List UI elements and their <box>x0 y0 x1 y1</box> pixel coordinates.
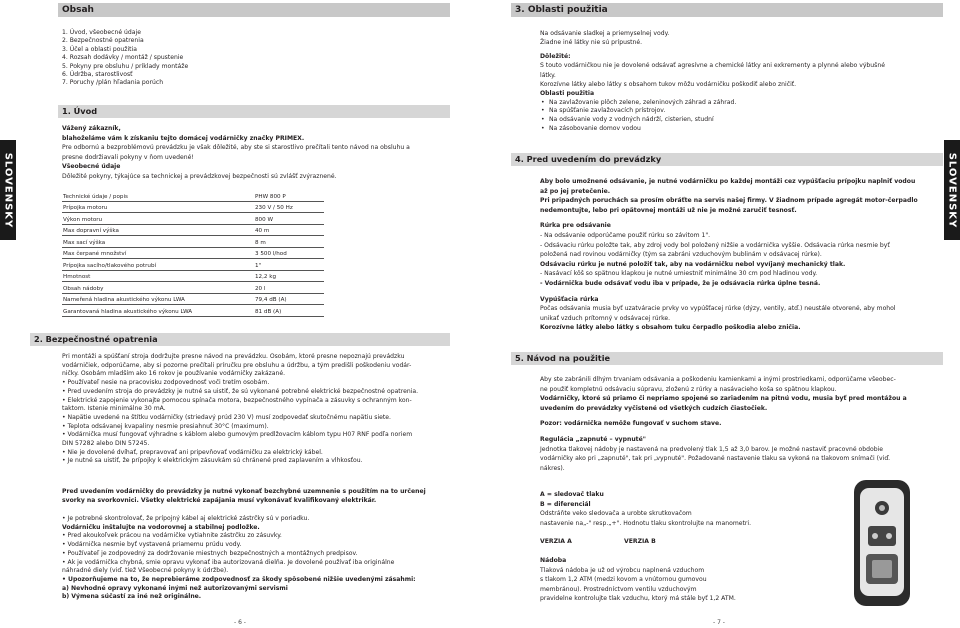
safety-2-line: Vodárničku inštalujte na vodorovnej a stabilnej podložke. <box>62 523 260 531</box>
safety-2-line: • Pred akoukoľvek prácou na vodárničke vytiahnite zástrčku zo zásuvky. <box>62 532 282 540</box>
spec-label: Obsah nádoby <box>62 282 254 294</box>
suction-line-6: - Vodárnička bude odsávať vodu iba v prípade, že je odsávacia rúrka úplne tesná. <box>540 279 821 287</box>
safety-line: • Napätie uvedené na štítku vodárničky (striedavý prúd 230 V) musí zodpovedať skutočnému napätiu siete. <box>62 413 391 421</box>
safety-line: • Používateľ nesie na pracovisku zodpovednosť voči tretím osobám. <box>62 379 270 387</box>
dry-run-warning: Pozor: vodárnička nemôže fungovať v suchom stave. <box>540 420 722 428</box>
toc-item: 5. Pokyny pre obsluhu / príklady montáže <box>62 62 189 70</box>
safety-line: • Teplota odsávanej kvapaliny nesmie presiahnuť 30°C (maximum). <box>62 422 269 430</box>
safety-2-line: náhradné diely (viď. tiež Všeobecné pokyny k údržbe). <box>62 567 229 575</box>
safety-line: • Nie je dovolené dvíhať, prepravovať ani pripevňovať vodárničku za elektrický kábel. <box>62 448 323 456</box>
discharge-line-1: Počas odsávania musia byť uzatváracie prvky vo vypúšťacej rúrke (dýzy, ventily, atď.) neustále otvorené, aby mohol <box>540 305 896 313</box>
suction-line-2: - Odsávaciu rúrku položte tak, aby zdroj vody bol položený nižšie a vodárnička vyššie. Odsávacia rúrka nesmie byť <box>540 241 890 249</box>
safety-2-line: • Ak je vodárnička chybná, smie opravu vykonať iba autorizovaná dielňa. Je dovolené používať iba originálne <box>62 558 395 566</box>
spec-value: 40 m <box>254 224 324 236</box>
page-number-left: - 6 - <box>234 619 246 626</box>
safety-line: vodárničiek, odporúčame, aby si pozorne prečítali príručku pre obsluhu a údržbu, a tým predišli poškodeniu vodár- <box>62 361 412 369</box>
spec-row <box>62 270 324 282</box>
s5-line-1: Aby ste zabránili dlhým trvaniam odsávania a poškodeniu kamienkami a inými prostriedkami, odporúčame všeobec- <box>540 376 896 383</box>
general-info-text: Dôležité pokyny, týkajúce sa technickej a prevádzkovej bezpečnosti sú zvlášť zvýraznené. <box>62 172 337 180</box>
spec-table <box>62 190 324 317</box>
regulation-line-2: vodárničky ako pri „zapnuté", tak pri „vypnuté". Požadované nastavenie tlaku sa vykoná na tlakovom snímači (viď. <box>540 455 891 463</box>
suction-pipe-title: Rúrka pre odsávanie <box>540 222 611 230</box>
spec-row <box>62 213 324 225</box>
s4-line-3: Pri pripadných poruchách sa prosím obráťte na servis našej firmy. V žiadnom prípade agregát motor-čerpadlo <box>540 197 918 205</box>
grounding-line-1: Pred uvedením vodárničky do prevádzky je nutné vykonať bezchybné uzemnenie s použitím na to určenej <box>62 488 426 495</box>
tank-block <box>540 556 800 604</box>
spec-row <box>62 282 324 294</box>
intro-line-1: Pre odbornú a bezproblémovú prevádzku je však dôležité, aby ste si starostlivo prečítali tento návod na obsluhu a <box>62 144 410 152</box>
tank-title: Nádoba <box>540 557 567 564</box>
spec-table-wrapper <box>62 190 324 317</box>
area-item: • Na spúšťanie zavlažovacích prístrojov. <box>540 107 940 116</box>
s4-line-2: až po jej pretečenie. <box>540 187 611 195</box>
section-3-header: 3. Oblasti použitia <box>511 3 943 17</box>
safety-bullets <box>62 353 450 466</box>
suction-line-4: Odsávaciu rúrku je nutné položiť tak, aby na vodárničku nebol vyvíjaný mechanický tlak. <box>540 260 846 268</box>
pressure-switch-legend <box>540 490 752 528</box>
spec-row <box>62 305 324 317</box>
spec-label: Hmotnost <box>62 270 254 282</box>
areas-title: Oblasti použitia <box>540 90 595 98</box>
important-line-3: Korozívne látky alebo látky s obsahom tukov môžu vodárničku poškodiť alebo zničiť. <box>540 81 797 89</box>
spec-value: 8 m <box>254 236 324 248</box>
language-side-tab-left <box>0 140 16 240</box>
spec-label: Výkon motoru <box>62 213 254 225</box>
s5-line-3: Vodárničky, ktoré sú priamo či nepriamo spojené so zariadením na pitnú vodu, musia byť pred montážou a <box>540 395 907 403</box>
discharge-pipe-title: Vypúšťacia rúrka <box>540 295 599 303</box>
toc-item: 1. Úvod, všeobecné údaje <box>62 29 141 36</box>
tank-line-3: membránou). Prostredníctvom ventilu vzduchovým <box>540 585 697 593</box>
tank-line-2: s tlakom 1,2 ATM (medzi kovom a vnútornou gumovou <box>540 576 707 584</box>
safety-2-line: • Upozorňujeme na to, že neprebieráme zodpovednosť za škody spôsobené nižšie uvedenými zásahmi: <box>62 575 416 583</box>
grounding-warning <box>62 487 450 505</box>
discharge-line-2: unikať vzduch prítomný v odsávacej rúrke. <box>540 314 671 322</box>
spec-label: Technické údaje / popis <box>62 190 254 201</box>
language-side-tab-right <box>944 140 960 240</box>
spec-label: Prípojka motoru <box>62 201 254 213</box>
spec-row <box>62 247 324 259</box>
s5-line-4: uvedením do prevádzky vyčistené od všetkých cudzích čiastočiek. <box>540 404 768 412</box>
spec-row <box>62 190 324 201</box>
safety-line: • Je nutné sa uistiť, že prípojky k elektrickým zásuvkám sú chránené pred zaplavením a vlhkosťou. <box>62 457 363 465</box>
toc-item: 7. Poruchy /plán hľadania porúch <box>62 79 164 87</box>
section-4-header: 4. Pred uvedením do prevádzky <box>511 153 943 166</box>
s5-line-2: ne použiť kompletnú odsávaciu súpravu, zloženú z rúrky a nasávacieho koša so spätnou klapkou. <box>540 385 837 393</box>
suction-line-1: - Na odsávanie odporúčame použiť rúrku so závitom 1". <box>540 231 711 239</box>
area-item: • Na zavlažovanie plôch zelene, zeleninových záhrad a záhrad. <box>540 99 940 108</box>
discharge-line-3: Korozívne látky alebo látky s obsahom tuku čerpadlo poškodia alebo zničia. <box>540 324 801 332</box>
side-tab-label: SLOVENSKY <box>2 152 14 228</box>
tank-line-4: pravidelne kontrolujte tlak vzduchu, ktorý má stále byť 1,2 ATM. <box>540 595 736 603</box>
toc-item: 4. Rozsah dodávky / montáž / spustenie <box>62 54 184 62</box>
s4-line-4: nedemontujte, lebo pri opätovnej montáži už nie je možné zaručiť tesnosť. <box>540 206 797 214</box>
spec-value: 12,2 kg <box>254 270 324 282</box>
spec-value: 3 500 l/hod <box>254 247 324 259</box>
general-info-title: Všeobecné údaje <box>62 163 121 171</box>
table-of-contents <box>62 29 442 88</box>
spec-label: Nameřená hladina akustického výkonu LWA <box>62 293 254 305</box>
important-line-2: látky. <box>540 71 556 79</box>
safety-line: • Vodárnička musí fungovať výhradne s káblom alebo gumovým predlžovacím káblom typu H07 RNF podľa noriem <box>62 431 413 439</box>
safety-2-line: • Je potrebné skontrolovať, že prípojný kábel aj elektrické zástrčky sú v poriadku. <box>62 515 310 522</box>
version-b-label: VERZIA B <box>624 538 656 545</box>
page-number-right: - 7 - <box>713 619 725 626</box>
spec-value: 1" <box>254 259 324 271</box>
greeting-line-2: blahoželáme vám k získaniu tejto domácej vodárničky značky PRIMEX. <box>62 134 305 142</box>
safety-line: taktom. Istenie minimálne 30 mA. <box>62 405 166 413</box>
tank-line-1: Tlaková nádoba je už od výrobcu naplnená vzduchom <box>540 566 705 574</box>
pressure-switch-icon <box>848 478 916 608</box>
usage-line-2: Žiadne iné látky nie sú prípustné. <box>540 39 643 47</box>
spec-value: PHW 800 P <box>254 190 324 201</box>
toc-item: 2. Bezpečnostné opatrenia <box>62 37 144 45</box>
spec-value: 79,4 dB (A) <box>254 293 324 305</box>
spec-label: Max dopravní výška <box>62 224 254 236</box>
toc-item: 6. Údržba, starostlivosť <box>62 71 133 79</box>
intro-line-2: presne dodržiavali pokyny v ňom uvedené! <box>62 153 194 161</box>
spec-label: Max čerpané množství <box>62 247 254 259</box>
regulation-line-3: nákres). <box>540 464 565 472</box>
adjust-line-1: Odstráňte veko sledovača a urobte skrutkovačom <box>540 510 692 518</box>
safety-line: ničky. Osobám mladším ako 16 rokov je používanie vodárničky zakázané. <box>62 370 286 378</box>
section-1-header: 1. Úvod <box>58 105 450 118</box>
area-item: • Na odsávanie vody z vodných nádrží, cisterien, studní <box>540 116 940 125</box>
adjust-line-2: nastavenie na„-" resp.„+". Hodnotu tlaku skontrolujte na manometri. <box>540 519 752 527</box>
safety-line: DIN 57282 alebo DIN 57245. <box>62 440 150 448</box>
spec-label: Max sací výška <box>62 236 254 248</box>
suction-line-5: - Nasávací kôš so spätnou klapkou je nutné umiestniť minimálne 30 cm pod hladinou vody. <box>540 270 818 278</box>
label-b: B = diferenciál <box>540 500 591 508</box>
safety-line: • Elektrické zapojenie vykonajte pomocou spínača motora, bezpečnostného vypínača a zásuvky s ochranným kon- <box>62 396 412 404</box>
spec-value: 230 V / 50 Hz <box>254 201 324 213</box>
spec-value: 20 l <box>254 282 324 294</box>
safety-2-line: • Používateľ je zodpovedný za dodržovanie miestnych bezpečnostných a montážnych predpisov. <box>62 549 358 557</box>
side-tab-label: SLOVENSKY <box>946 152 958 228</box>
spec-row <box>62 259 324 271</box>
spec-label: Garantovaná hladina akustického výkonu LWA <box>62 305 254 317</box>
greeting-line-1: Vážený zákazník, <box>62 125 121 132</box>
toc-item: 3. Účel a oblasti použitia <box>62 45 137 53</box>
version-a-label: VERZIA A <box>540 538 572 545</box>
spec-row <box>62 224 324 236</box>
usage-block <box>540 29 940 133</box>
safety-2-line: • Vodárnička nesmie byť vystavená priamemu prúdu vody. <box>62 541 242 549</box>
regulation-line-1: Jednotka tlakovej nádoby je nastavená na predvolený tlak 1,5 až 3,0 barov. Je možné nastaviť pracovné obdobie <box>540 445 884 453</box>
grounding-line-2: svorky na svorkovnici. Všetky elektrické zapájania musí vykonávať kvalifikovaný elektrikár. <box>62 497 377 504</box>
spec-value: 81 dB (A) <box>254 305 324 317</box>
spec-label: Prípojka sacího/tlakového potrubí <box>62 259 254 271</box>
suction-line-3: položená nad rovinou vodárničky (tým sa zabráni vzduchovým bublinám v odsávacej rúrke). <box>540 251 822 259</box>
regulation-title: Regulácia „zapnuté – vypnuté" <box>540 435 646 443</box>
label-a: A = sledovač tlaku <box>540 491 604 498</box>
usage-line-1: Na odsávanie sladkej a priemyselnej vody. <box>540 30 670 37</box>
section-4-body <box>540 177 940 333</box>
spec-row <box>62 236 324 248</box>
section-5-body <box>540 375 940 473</box>
intro-block <box>62 124 448 182</box>
safety-bullets-2 <box>62 515 450 602</box>
area-item: • Na zásobovanie domov vodou <box>540 125 940 134</box>
spec-row <box>62 201 324 213</box>
important-line-1: S touto vodárničkou nie je dovolené odsávať agresívne a chemické látky ani exkrementy a plynné alebo výbušné <box>540 62 885 70</box>
pressure-switch-illustration <box>848 478 916 608</box>
safety-2-line: a) Nevhodné opravy vykonané inými než autorizovanými servismi <box>62 584 288 592</box>
section-5-header: 5. Návod na použitie <box>511 352 943 365</box>
spec-row <box>62 293 324 305</box>
spec-value: 800 W <box>254 213 324 225</box>
section-2-header: 2. Bezpečnostné opatrenia <box>30 333 450 346</box>
safety-line: Pri montáži a spúšťaní stroja dodržujte presne návod na prevádzku. Osobám, ktoré presne nepoznajú prevádzku <box>62 353 405 360</box>
important-label: Dôležité: <box>540 52 571 60</box>
contents-header: Obsah <box>58 3 450 17</box>
safety-2-line: b) Výmena súčastí za iné než originálne. <box>62 593 202 601</box>
safety-line: • Pred uvedením stroja do prevádzky je nutné sa uistiť, že sú vykonané potrebné elektrické bezpečnostné opatrenia. <box>62 387 419 395</box>
s4-line-1: Aby bolo umožnené odsávanie, je nutné vodárničku po každej montáži cez vypúšťaciu prípojku naplniť vodou <box>540 178 916 185</box>
